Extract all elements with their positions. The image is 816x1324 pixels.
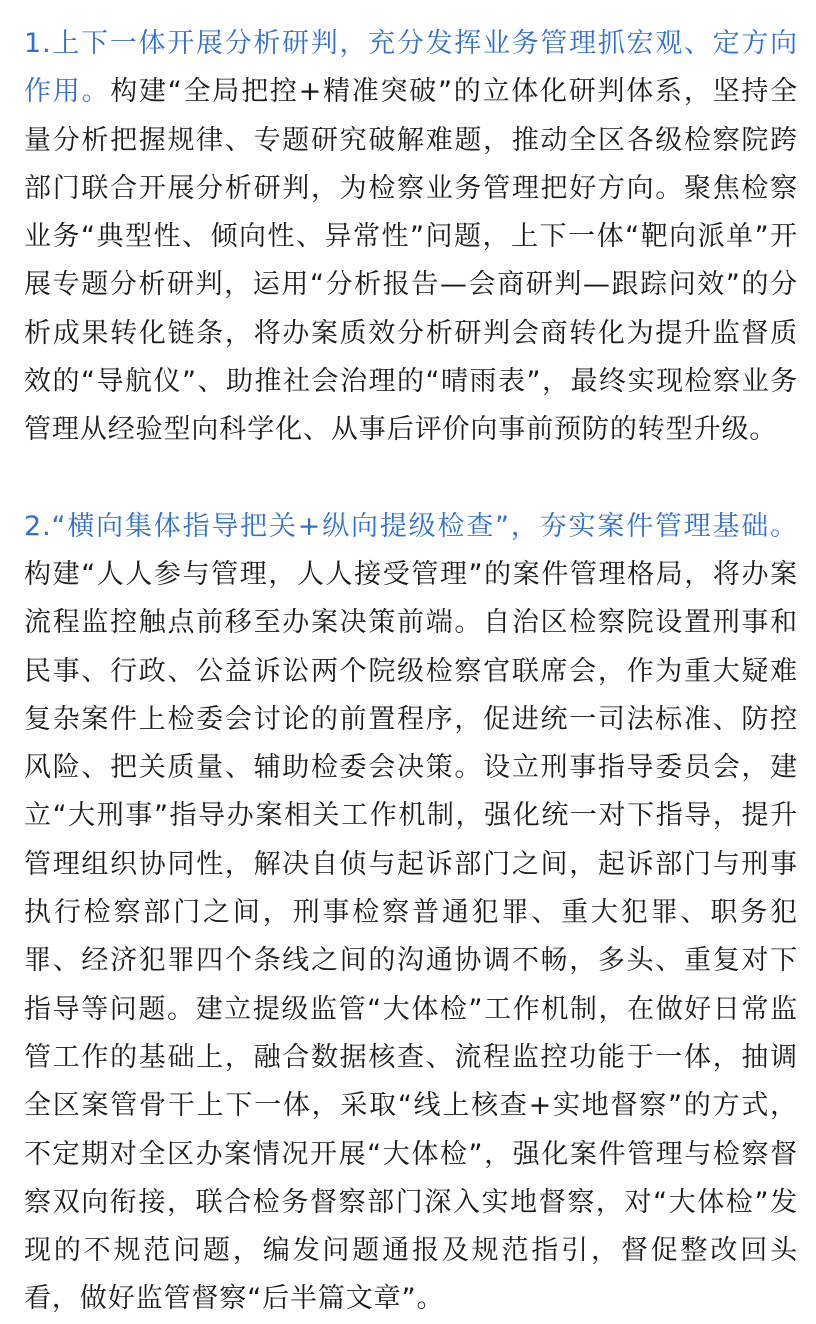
paragraph-1 (24, 20, 798, 455)
paragraph-2 (24, 503, 798, 1324)
paragraph-2-heading: 2.“横向集体指导把关+纵向提级检查”，夯实案件管理基础。 (24, 510, 798, 542)
paragraph-1-body: 构建“全局把控+精准突破”的立体化研判体系，坚持全量分析把握规律、专题研究破解难题，推动全区各级检察院跨部门联合开展分析研判，为检察业务管理把好方向。聚焦检察业务“典型性、倾向性、异常性”问题，上下一体“靶向派单”开展专题分析研判，运用“分析报告—会商研判—跟踪问效”的分析成果转化链条，将办案质效分析研判会商转化为提升监督质效的“导航仪”、助推社会治理的“晴雨表”，最终实现检察业务管理从经验型向科学化、从事后评价向事前预防的转型升级。 (24, 76, 798, 446)
paragraph-1-heading: 1.上下一体开展分析研判，充分发挥业务管理抓宏观、定方向作用。 (24, 28, 798, 108)
paragraph-2-body: 构建“人人参与管理，人人接受管理”的案件管理格局，将办案流程监控触点前移至办案决策前端。自治区检察院设置刑事和民事、行政、公益诉讼两个院级检察官联席会，作为重大疑难复杂案件上检委会讨论的前置程序，促进统一司法标准、防控风险、把关质量、辅助检委会决策。设立刑事指导委员会，建立“大刑事”指导办案相关工作机制，强化统一对下指导，提升管理组织协同性，解决自侦与起诉部门之间，起诉部门与刑事执行检察部门之间，刑事检察普通犯罪、重大犯罪、职务犯罪、经济犯罪四个条线之间的沟通协调不畅，多头、重复对下指导等问题。建立提级监管“大体检”工作机制，在做好日常监管工作的基础上，融合数据核查、流程监控功能于一体，抽调全区案管骨干上下一体，采取“线上核查+实地督察”的方式，不定期对全区办案情况开展“大体检”，强化案件管理与检察督察双向衔接，联合检务督察部门深入实地督察，对“大体检”发现的不规范问题，编发问题通报及规范指引，督促整改回头看，做好监管督察“后半篇文章”。 (24, 558, 798, 1315)
